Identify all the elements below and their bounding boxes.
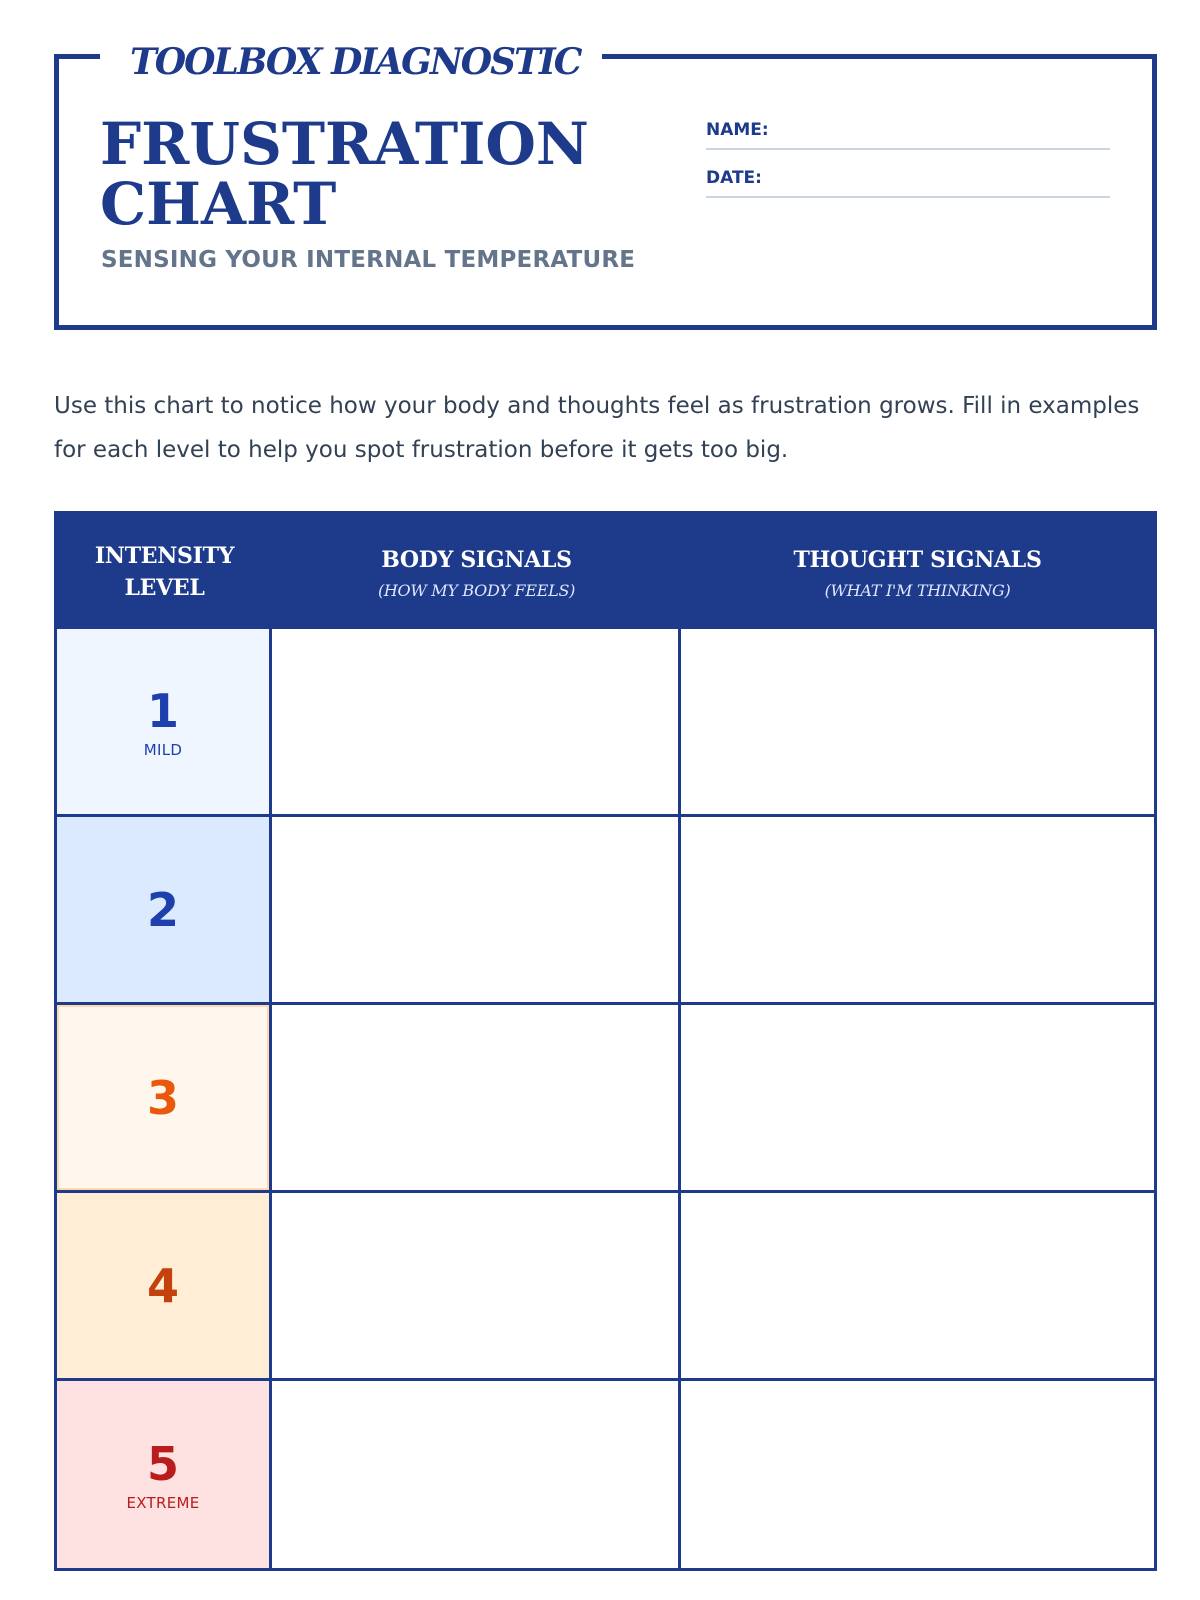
thought-signals-cell[interactable] [681,1005,1154,1190]
frustration-table [54,511,1157,1571]
body-signals-cell[interactable] [272,1193,681,1378]
column-header-body-signals [272,514,681,629]
level-number: 5 [146,1436,179,1491]
table-row [57,626,1154,814]
body-signals-cell[interactable] [272,817,681,1002]
date-label: DATE: [706,168,762,188]
level-number: 3 [146,1070,179,1125]
name-field[interactable] [706,116,1110,150]
page-subtitle: SENSING YOUR INTERNAL TEMPERATURE [101,247,636,273]
level-number: 4 [146,1258,179,1313]
column-title: LEVEL [124,574,205,601]
level-number: 1 [146,683,179,738]
column-header-thought-signals [681,514,1154,629]
table-row [57,1378,1154,1568]
body-signals-cell[interactable] [272,1381,681,1568]
thought-signals-cell[interactable] [681,629,1154,814]
column-subtitle: (HOW MY BODY FEELS) [377,581,576,600]
table-header [57,514,1154,629]
column-title: THOUGHT SIGNALS [793,547,1042,573]
title-line-2: CHART [100,170,337,238]
thought-signals-cell[interactable] [681,1193,1154,1378]
level-cell-1 [57,629,272,814]
level-label: MILD [143,740,183,759]
level-cell-5 [57,1381,272,1568]
kicker-label: TOOLBOX DIAGNOSTIC [100,38,602,86]
level-label: EXTREME [126,1493,200,1512]
date-field[interactable] [706,164,1110,198]
column-title: BODY SIGNALS [381,547,572,573]
level-number: 2 [146,882,179,937]
column-title: INTENSITY [94,542,235,569]
body-signals-cell[interactable] [272,629,681,814]
level-cell-4 [57,1193,272,1378]
intro-text: Use this chart to notice how your body and thoughts feel as frustration grows. Fill in examples for each level to help you spot frustration before it gets too big. [54,393,1140,463]
thought-signals-cell[interactable] [681,1381,1154,1568]
level-cell-2 [57,817,272,1002]
page-title [100,110,660,238]
table-row [57,814,1154,1002]
name-label: NAME: [706,120,769,140]
body-signals-cell[interactable] [272,1005,681,1190]
column-subtitle: (WHAT I'M THINKING) [824,581,1011,600]
table-row [57,1002,1154,1190]
thought-signals-cell[interactable] [681,817,1154,1002]
level-cell-3 [57,1005,272,1190]
table-row [57,1190,1154,1378]
title-line-1: FRUSTRATION [100,110,589,178]
column-header-intensity [57,514,272,629]
